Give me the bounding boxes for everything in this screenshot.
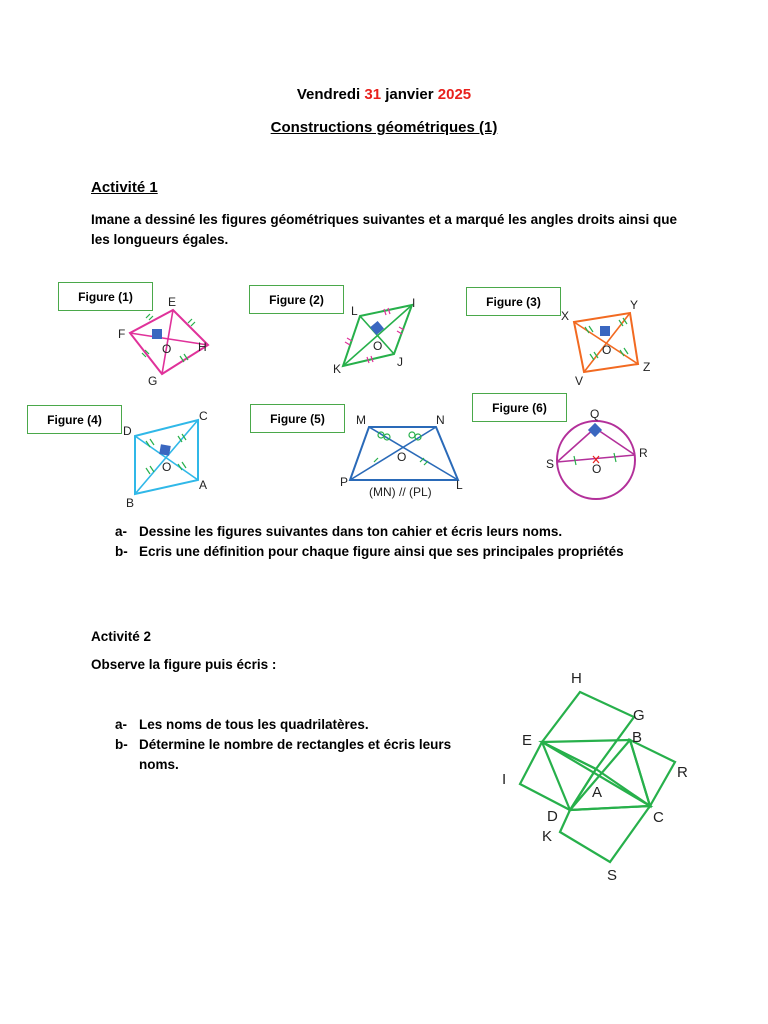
- activity1-task-b: b- Ecris une définition pour chaque figure ainsi que ses principales propriétés: [115, 542, 624, 562]
- point-fig3-X: X: [561, 309, 570, 323]
- figure-6-circle: [546, 407, 648, 499]
- figure-label-4: Figure (4): [27, 405, 122, 434]
- point-act2-I: I: [502, 771, 507, 788]
- point-fig1-O: O: [162, 342, 172, 356]
- point-fig1-G: G: [148, 374, 158, 388]
- figure-5-trapezium: [340, 413, 463, 499]
- point-act2-B: B: [632, 729, 643, 746]
- point-fig5-M: M: [356, 413, 366, 427]
- point-act2-K: K: [542, 828, 553, 845]
- activity2-instruction: Observe la figure puis écris :: [91, 657, 277, 672]
- figure5-caption: (MN) // (PL): [369, 485, 432, 499]
- figure-label-5: Figure (5): [250, 404, 345, 433]
- point-fig1-H: H: [198, 340, 207, 354]
- date-number: 31: [364, 86, 382, 103]
- point-act2-A: A: [592, 784, 603, 801]
- task-marker: b-: [115, 544, 128, 559]
- point-fig2-O: O: [373, 339, 383, 353]
- point-fig6-Q: Q: [590, 407, 600, 421]
- activity2-task-a: a- Les noms de tous les quadrilatères.: [115, 715, 465, 735]
- task-marker: a-: [115, 717, 128, 732]
- point-fig3-Y: Y: [630, 298, 639, 312]
- point-fig2-I: I: [412, 296, 416, 310]
- point-fig4-A: A: [199, 478, 208, 492]
- task-marker: a-: [115, 524, 128, 539]
- date-year: 2025: [437, 86, 472, 103]
- point-fig3-Z: Z: [643, 360, 651, 374]
- point-fig6-R: R: [639, 446, 648, 460]
- figure-label-3: Figure (3): [466, 287, 561, 316]
- activity1-task-a: a- Dessine les figures suivantes dans ton cahier et écris leurs noms.: [115, 522, 562, 542]
- point-fig3-V: V: [575, 374, 584, 388]
- figure-label-6: Figure (6): [472, 393, 567, 422]
- point-act2-H: H: [571, 670, 582, 687]
- point-fig1-F: F: [118, 327, 126, 341]
- figure-label-2: Figure (2): [249, 285, 344, 314]
- point-fig1-E: E: [168, 295, 177, 309]
- figure-4-rectangle: [123, 409, 208, 510]
- point-act2-G: G: [633, 707, 645, 724]
- point-act2-C: C: [653, 809, 664, 826]
- point-act2-R: R: [677, 764, 688, 781]
- figure-label-1: Figure (1): [58, 282, 153, 311]
- point-fig4-B: B: [126, 496, 135, 510]
- point-fig4-D: D: [123, 424, 132, 438]
- task-marker: b-: [115, 737, 128, 752]
- point-fig3-O: O: [602, 343, 612, 357]
- point-fig2-L: L: [351, 304, 358, 318]
- point-fig5-O: O: [397, 450, 407, 464]
- activity2-heading: Activité 2: [91, 629, 152, 644]
- point-act2-E: E: [522, 732, 533, 749]
- point-fig6-O: O: [592, 462, 602, 476]
- point-fig4-O: O: [162, 460, 172, 474]
- page-title: Constructions géométriques (1): [270, 119, 498, 136]
- activity1-heading: Activité 1: [91, 179, 158, 196]
- activity1-intro: Imane a dessiné les figures géométriques suivantes et a marqué les angles droits ainsi que les longueurs égales.: [91, 212, 677, 247]
- point-fig2-K: K: [333, 362, 342, 376]
- point-fig2-J: J: [397, 355, 403, 369]
- point-act2-S: S: [607, 867, 618, 884]
- point-fig5-P: P: [340, 475, 349, 489]
- figure-2-rhombus: [333, 296, 415, 376]
- figure-1-square: [118, 295, 208, 388]
- date-line: Vendredi 31 janvier 2025: [296, 86, 472, 103]
- figure-3-square: [561, 298, 650, 388]
- point-fig4-C: C: [199, 409, 208, 423]
- point-fig5-L: L: [456, 478, 463, 492]
- activity2-task-b: b- Détermine le nombre de rectangles et écris leurs noms.: [115, 735, 465, 775]
- point-fig6-S: S: [546, 457, 555, 471]
- point-act2-D: D: [547, 808, 558, 825]
- point-fig5-N: N: [436, 413, 445, 427]
